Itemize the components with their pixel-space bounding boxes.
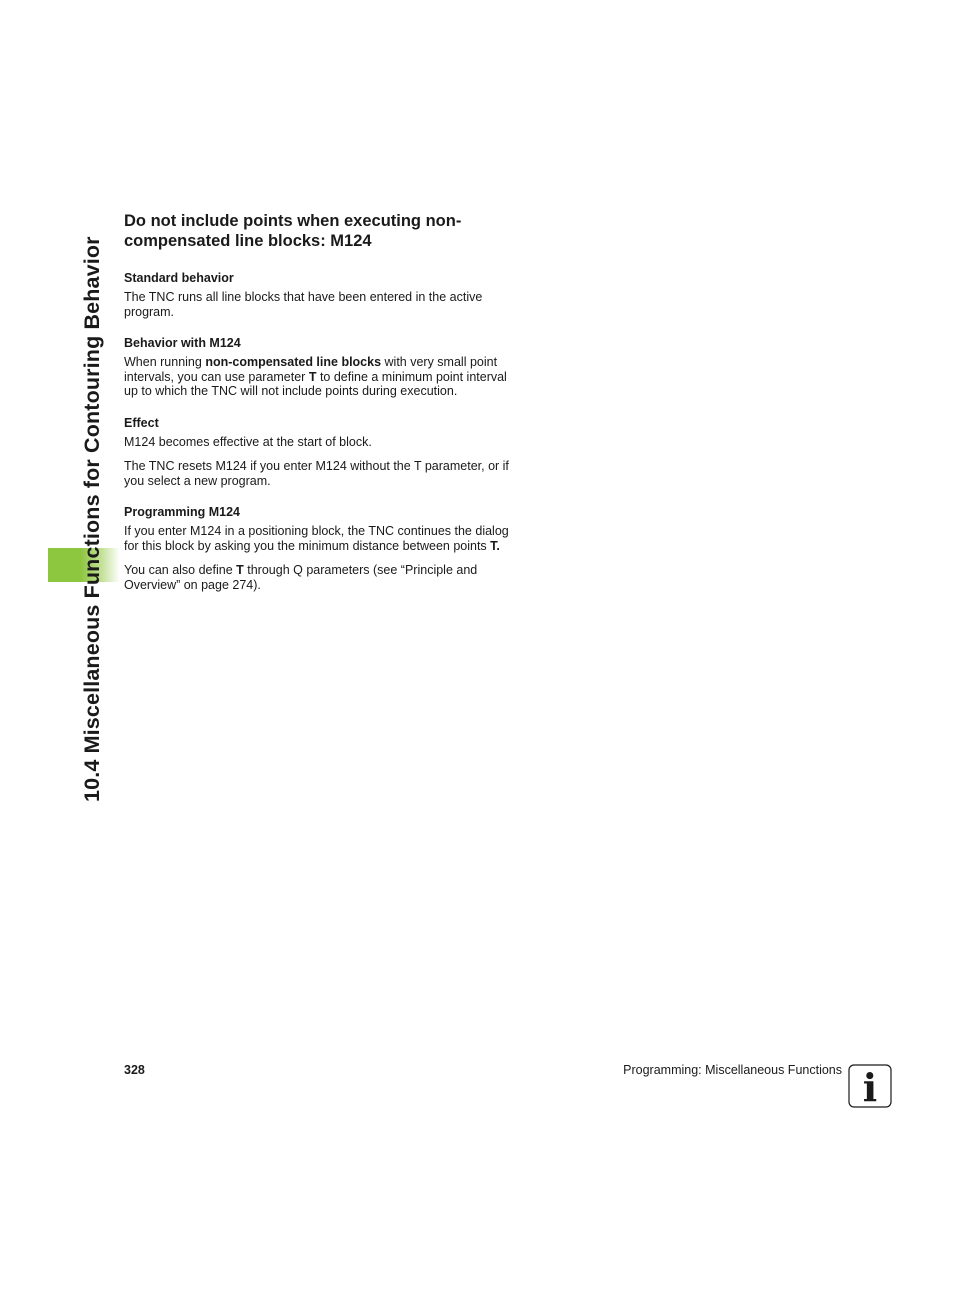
behavior-bold-1: non-compensated line blocks — [205, 355, 382, 369]
manual-title: Programming: Miscellaneous Functions — [623, 1063, 842, 1077]
programming-text-1 — [124, 524, 524, 553]
chapter-side-title — [80, 212, 104, 802]
programming-p2-text-2: through Q parameters (see “Principle and Overview” on page 274). — [124, 563, 478, 592]
behavior-m124-text — [124, 355, 524, 399]
standard-behavior-block — [124, 271, 524, 319]
effect-text-2: The TNC resets M124 if you enter M124 without the T parameter, or if you select a new program. — [124, 459, 509, 488]
standard-behavior-heading: Standard behavior — [124, 271, 234, 285]
effect-heading: Effect — [124, 415, 159, 430]
programming-p1-text: If you enter M124 in a positioning block, the TNC continues the dialog for this block by asking you the minimum distance between points — [124, 524, 509, 553]
standard-behavior-text: The TNC runs all line blocks that have been entered in the active program. — [124, 290, 483, 319]
behavior-bold-2: T — [308, 369, 317, 384]
main-content — [124, 211, 524, 609]
section-title-line1: Do not include points when executing non- — [124, 212, 462, 230]
effect-block — [124, 416, 524, 489]
info-icon — [848, 1064, 892, 1108]
page-number: 328 — [124, 1063, 145, 1077]
programming-p2-bold: T — [236, 563, 244, 577]
programming-p1-bold: T. — [490, 538, 500, 553]
programming-p2-text-1: You can also define — [124, 563, 237, 577]
behavior-m124-heading: Behavior with M124 — [124, 336, 241, 350]
section-title — [124, 211, 524, 251]
svg-text:i: i — [862, 1065, 878, 1108]
behavior-text-3: to define a minimum point interval up to which the TNC will not include points during execution. — [124, 369, 507, 398]
programming-block — [124, 505, 524, 592]
programming-heading: Programming M124 — [124, 505, 241, 519]
behavior-text-2: with very small point intervals, you can use parameter — [124, 355, 498, 384]
behavior-text-1: When running — [124, 355, 206, 369]
section-title-line2: compensated line blocks: M124 — [124, 232, 372, 250]
behavior-m124-block — [124, 336, 524, 399]
programming-text-2 — [124, 563, 524, 592]
chapter-title-text: 10.4 Miscellaneous Functions for Contouring Behavior — [80, 236, 104, 802]
effect-text-1: M124 becomes effective at the start of block. — [124, 434, 372, 449]
